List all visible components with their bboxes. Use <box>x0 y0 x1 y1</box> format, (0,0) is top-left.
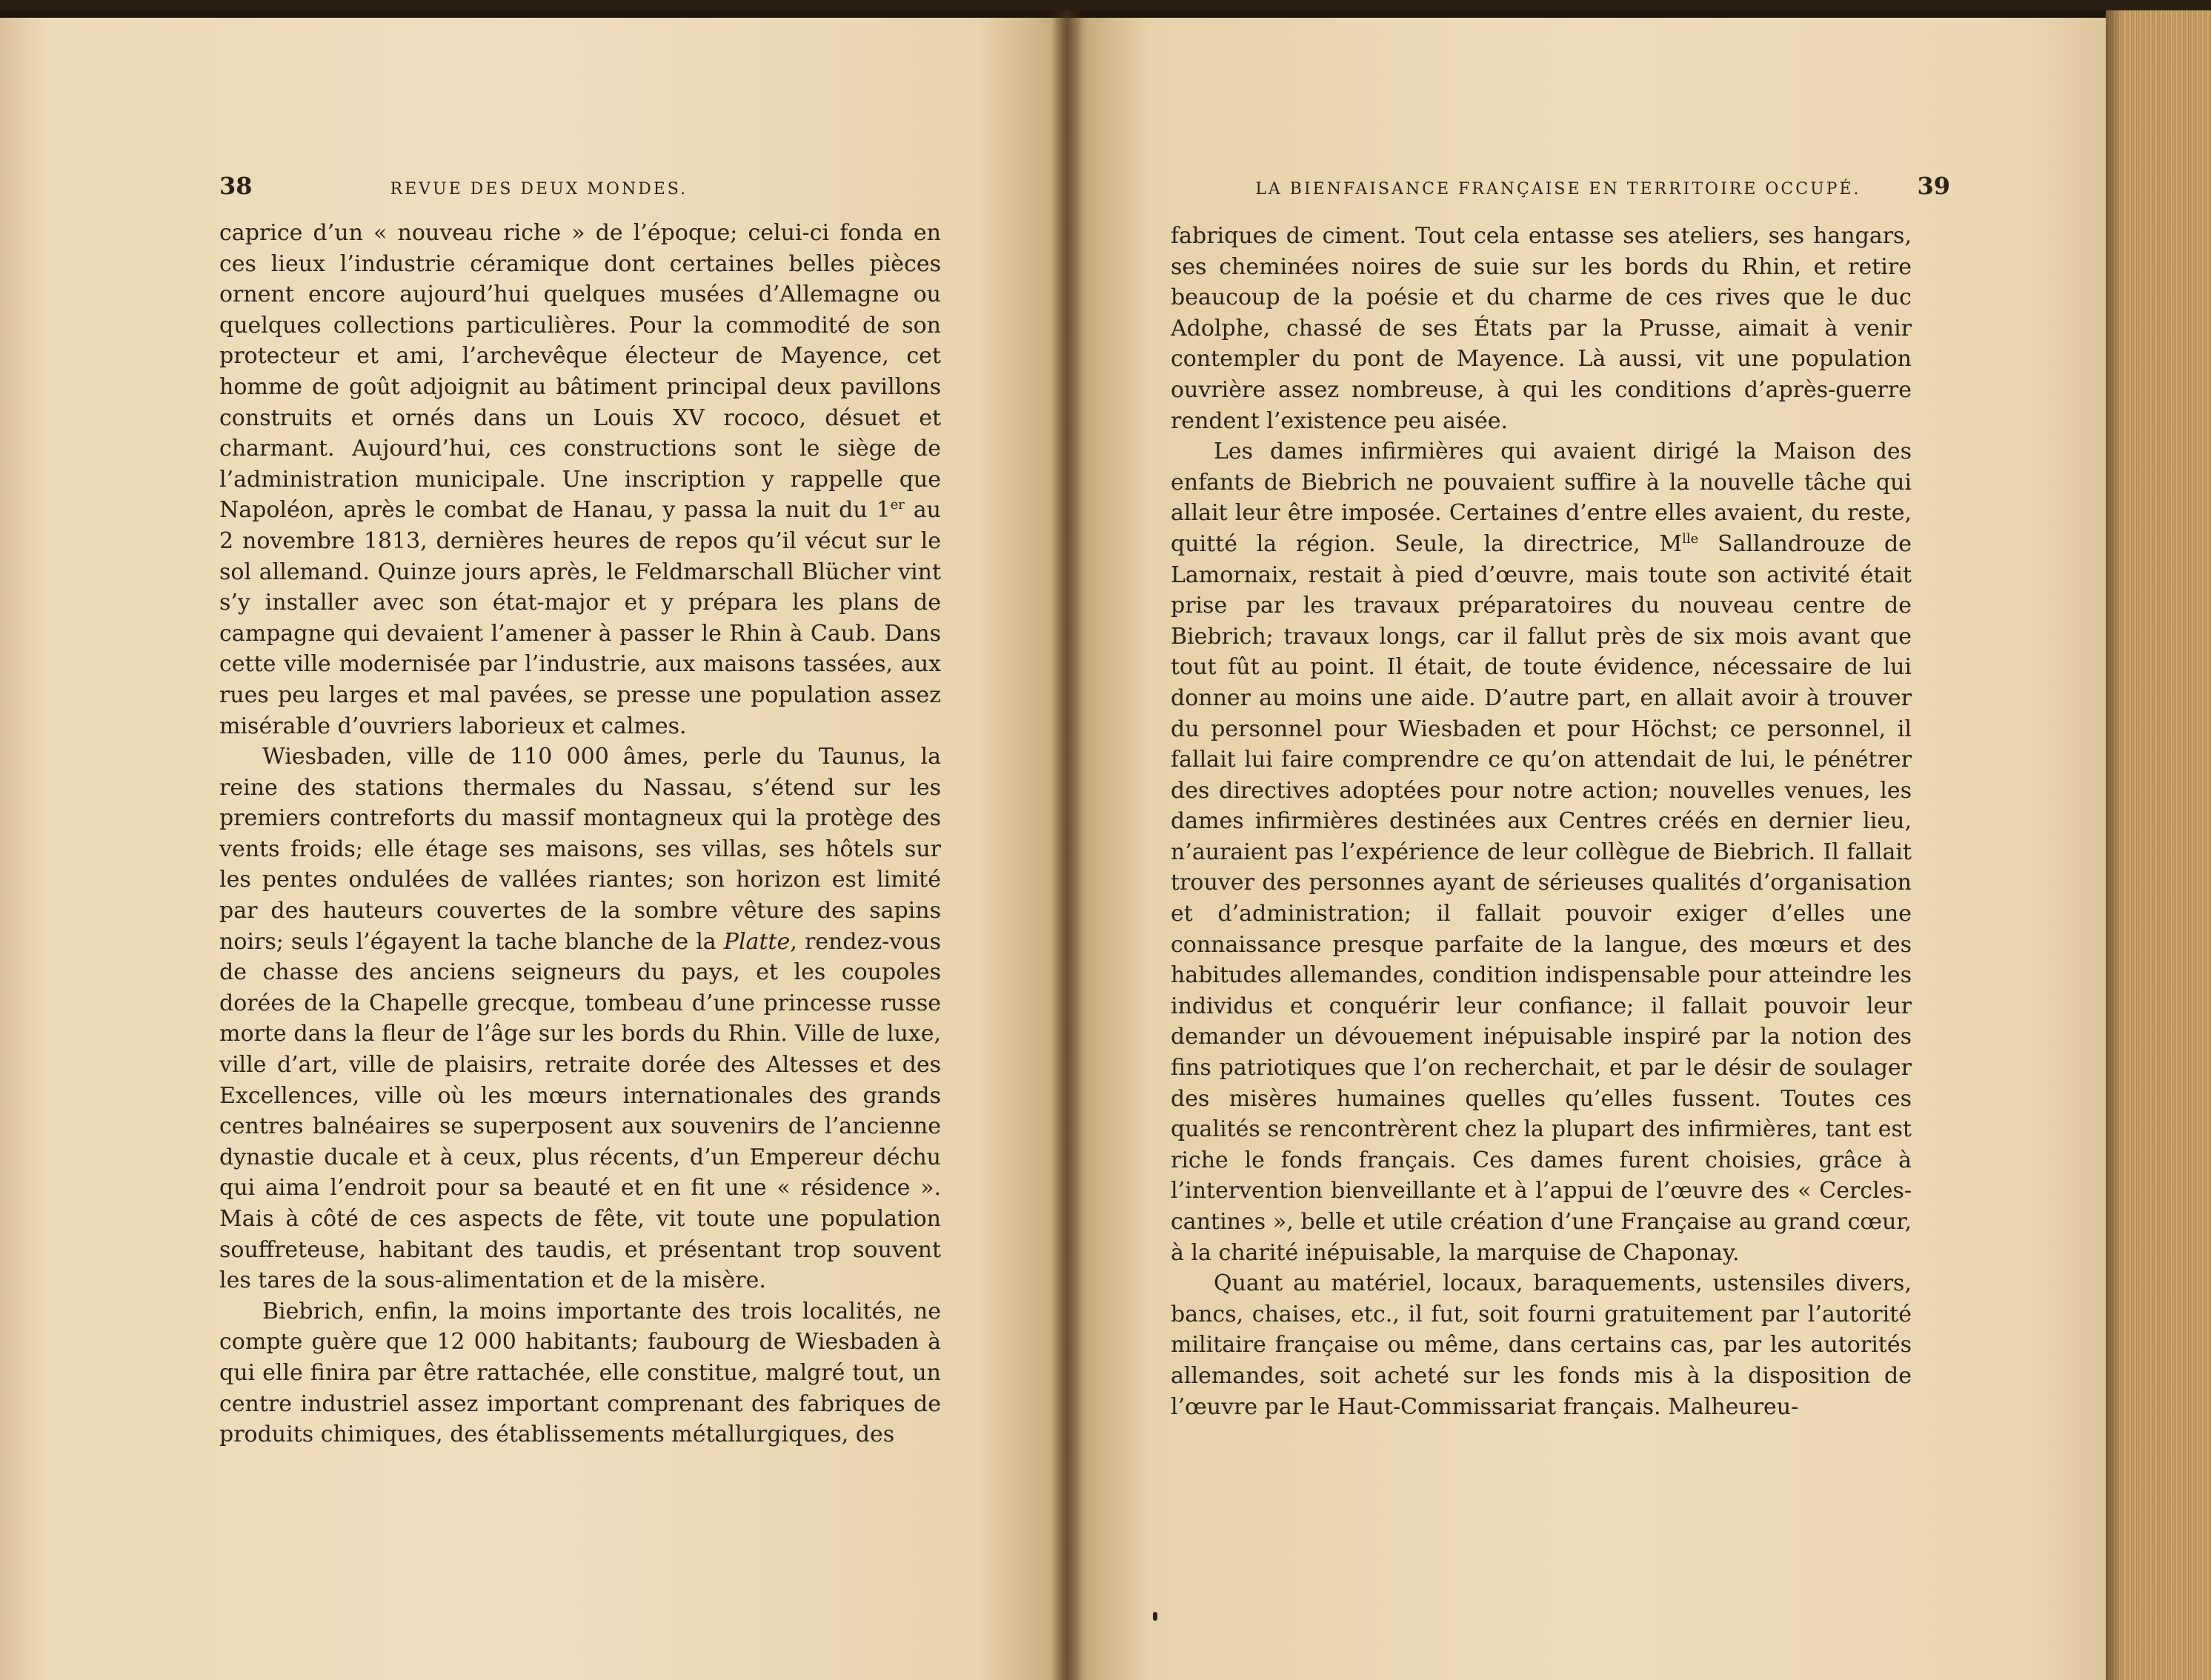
running-head-right <box>1224 172 1950 201</box>
left-page-text <box>219 218 941 1450</box>
paragraph: caprice d’un « nouveau riche » de l’époque; celui-ci fonda en ces lieux l’industrie céramique dont certaines belles pièces ornent encore aujourd’hui quelques musées d’Allemagne ou quelques collections particulières. Pour la commodité de son protecteur et ami, l’archevêque électeur de Mayence, cet homme de goût adjoignit au bâtiment principal deux pavillons construits et ornés dans un Louis XV rococo, désuet et charmant. Aujourd’hui, ces constructions sont le siège de l’administration municipale. Une inscription y rappelle que Napoléon, après le combat de Hanau, y passa la nuit du 1er au 2 novembre 1813, dernières heures de repos qu’il vécut sur le sol allemand. Quinze jours après, le Feldmarschall Blücher vint s’y installer avec son état-major et y prépara les plans de campagne qui devaient l’amener à passer le Rhin à Caub. Dans cette ville modernisée par l’industrie, aux maisons tassées, aux rues peu larges et mal pavées, se presse une population assez misérable d’ouvriers laborieux et calmes. <box>219 220 941 739</box>
right-page-text <box>1171 221 1912 1422</box>
paragraph: Les dames infirmières qui avaient dirigé la Maison des enfants de Biebrich ne pouvaient suffire à la nouvelle tâche qui allait leur être imposée. Certaines d’entre elles avaient, du reste, quitté la région. Seule, la directrice, $M^{lle}$ Sallandrouze de Lamornaix, restait à pied d’œuvre, mais toute son activité était prise par les travaux préparatoires du nouveau centre de Biebrich; travaux longs, car il fallut près de six mois avant que tout fût au point. Il était, de toute évidence, nécessaire de lui donner au moins une aide. D’autre part, en allait avoir à trouver du personnel pour Wiesbaden et pour Höchst; ce personnel, il fallait lui faire comprendre ce qu’on attendait de lui, le pénétrer des directives adoptées pour notre action; nouvelles venues, les dames infirmières destinées aux Centres créés en dernier lieu, n’auraient pas l’expérience de leur collègue de Biebrich. Il fallait trouver des personnes ayant de sérieuses qualités d’organisation et d’administration; il fallait pouvoir exiger d’elles une connaissance presque parfaite de la langue, des mœurs et des habitudes allemandes, condition indispensable pour atteindre les individus et conquérir leur confiance; il fallait pouvoir leur demander un dévouement inépuisable inspiré par la notion des fins patriotiques que l’on recherchait, et par le désir de soulager des misères humaines quelles qu’elles fussent. Toutes ces qualités se rencontrèrent chez la plupart des infirmières, tant est riche le fonds français. Ces dames furent choisies, grâce à l’intervention bienveillante et à l’appui de l’œuvre des « Cercles-cantines », belle et utile création d’une Française au grand cœur, à la charité inépuisable, la marquise de Chaponay. <box>1171 439 1912 1266</box>
running-head-left <box>219 172 941 201</box>
ink-mark <box>1153 1612 1157 1621</box>
edge-shadow <box>2106 10 2124 1680</box>
page-edges <box>2106 10 2211 1680</box>
book-gutter <box>1051 10 1083 1680</box>
right-page <box>1067 18 2106 1680</box>
running-head-title-right: LA BIENFAISANCE FRANÇAISE EN TERRITOIRE OCCUPÉ. <box>1255 180 1861 199</box>
left-page <box>0 18 1067 1680</box>
page-number-left: 38 <box>219 172 253 200</box>
book-spread <box>0 10 2211 1680</box>
paragraph: fabriques de ciment. Tout cela entasse ses ateliers, ses hangars, ses cheminées noires de suie sur les bords du Rhin, et retire beaucoup de la poésie et du charme de ces rives que le duc Adolphe, chassé de ses États par la Prusse, aimait à venir contempler du pont de Mayence. Là aussi, vit une population ouvrière assez nombreuse, à qui les conditions d’après-guerre rendent l’existence peu aisée. <box>1171 223 1912 434</box>
page-number-right: 39 <box>1917 172 1950 200</box>
running-head-title-left: REVUE DES DEUX MONDES. <box>390 180 688 199</box>
paragraph: Biebrich, enfin, la moins importante des trois localités, ne compte guère que 12 000 habitants; faubourg de Wiesbaden à qui elle finira par être rattachée, elle constitue, malgré tout, un centre industriel assez important comprenant des fabriques de produits chimiques, des établissements métallurgiques, des <box>219 1298 941 1448</box>
paragraph: Quant au matériel, locaux, baraquements, ustensiles divers, bancs, chaises, etc., il fut, soit fourni gratuitement par l’autorité militaire française ou même, dans certains cas, par les autorités allemandes, soit acheté sur les fonds mis à la disposition de l’œuvre par le Haut-Commissariat français. Malheureu- <box>1171 1270 1912 1420</box>
paragraph: Wiesbaden, ville de 110 000 âmes, perle du Taunus, la reine des stations thermales du Nassau, s’étend sur les premiers contreforts du massif montagneux qui la protège des vents froids; elle étage ses maisons, ses villas, ses hôtels sur les pentes ondulées de vallées riantes; son horizon est limité par des hauteurs couvertes de la sombre vêture des sapins noirs; seuls l’égayent la tache blanche de la Platte, rendez-vous de chasse des anciens seigneurs du pays, et les coupoles dorées de la Chapelle grecque, tombeau d’une princesse russe morte dans la fleur de l’âge sur les bords du Rhin. Ville de luxe, ville d’art, ville de plaisirs, retraite dorée des Altesses et des Excellences, ville où les mœurs internationales des grands centres balnéaires se superposent aux souvenirs de l’ancienne dynastie ducale et à ceux, plus récents, d’un Empereur déchu qui aima l’endroit pour sa beauté et en fit une « résidence ». Mais à côté de ces aspects de fête, vit toute une population souffreteuse, habitant des taudis, et présentant trop souvent les tares de la sous-alimentation et de la misère. <box>219 744 941 1294</box>
